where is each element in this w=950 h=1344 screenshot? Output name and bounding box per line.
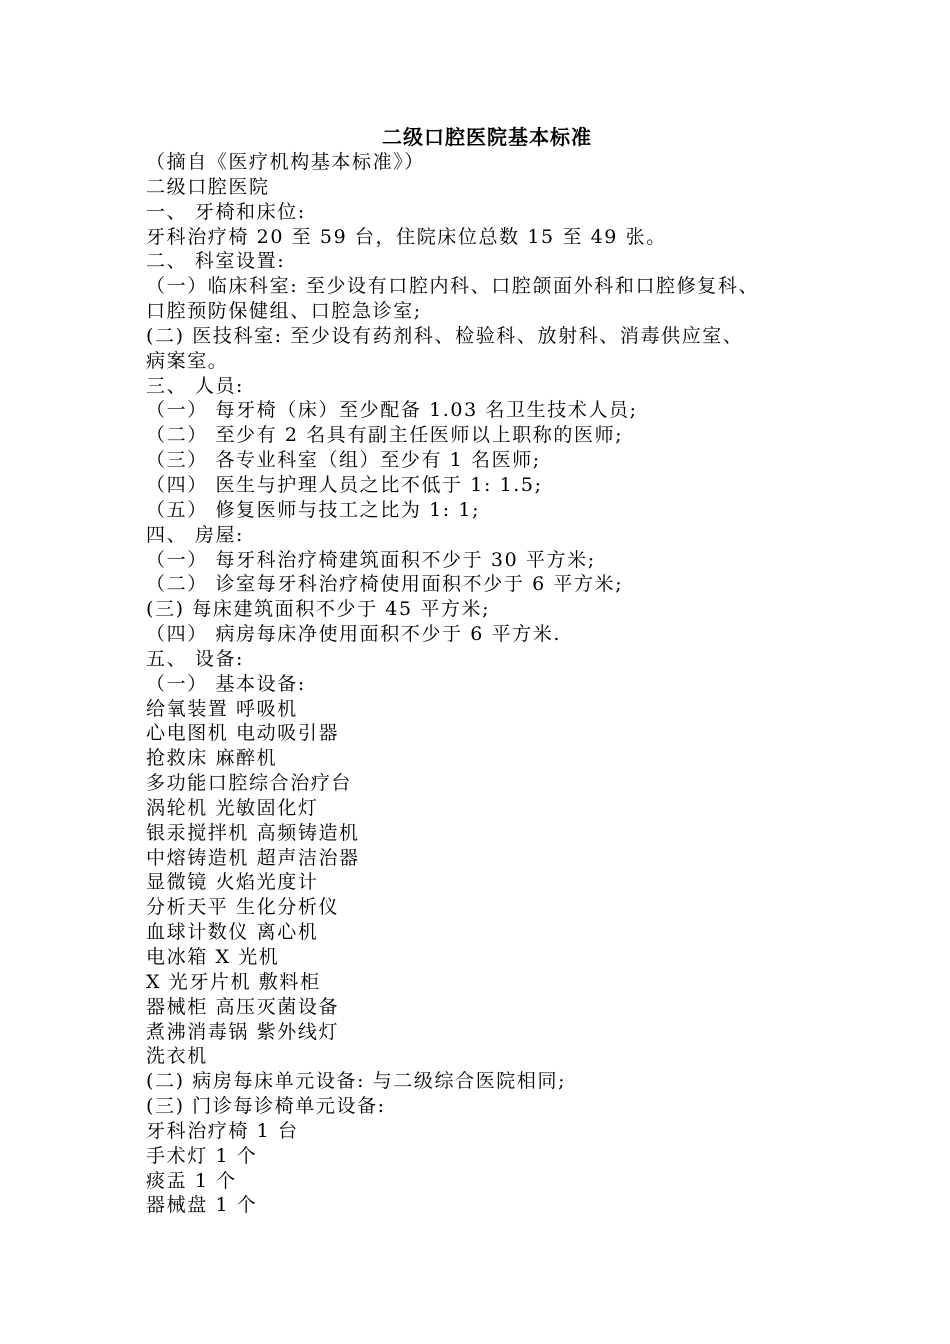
text-line: X 光牙片机 敷料柜 — [146, 970, 321, 993]
text-line: 病案室。 — [146, 349, 229, 372]
text-line: 中熔铸造机 超声洁治器 — [146, 846, 360, 869]
text-line: (三) 门诊每诊椅单元设备: — [146, 1095, 386, 1118]
text-line: (二) 医技科室: 至少设有药剂科、检验科、放射科、消毒供应室、 — [146, 324, 744, 347]
text-line: 银汞搅拌机 高频铸造机 — [146, 821, 360, 844]
text-line: 涡轮机 光敏固化灯 — [146, 796, 319, 819]
text-line: 牙科治疗椅 20 至 59 台，住院床位总数 15 至 49 张。 — [146, 225, 667, 248]
text-line: 牙科治疗椅 1 台 — [146, 1119, 299, 1142]
text-line: 二级口腔医院 — [146, 175, 270, 198]
text-line: 显微镜 火焰光度计 — [146, 871, 319, 894]
text-line: 器械盘 1 个 — [146, 1194, 258, 1217]
text-line: 三、 人员: — [146, 374, 245, 397]
text-line: 电冰箱 X 光机 — [146, 946, 280, 968]
text-line: （二） 至少有 2 名具有副主任医师以上职称的医师; — [146, 424, 624, 447]
text-line: （一） 基本设备: — [146, 672, 306, 695]
text-line: 一、 牙椅和床位: — [146, 200, 306, 223]
text-line: （四） 病房每床净使用面积不少于 6 平方米. — [146, 623, 562, 646]
text-line: （五） 修复医师与技工之比为 1: 1; — [146, 498, 481, 521]
text-line: （四） 医生与护理人员之比不低于 1: 1.5; — [146, 473, 543, 496]
text-line: (三) 每床建筑面积不少于 45 平方米; — [146, 598, 491, 621]
text-line: 血球计数仪 离心机 — [146, 921, 319, 944]
text-line: 煮沸消毒锅 紫外线灯 — [146, 1020, 340, 1043]
text-line: 口腔预防保健组、口腔急诊室; — [146, 300, 422, 323]
text-line: 抢救床 麻醉机 — [146, 747, 278, 770]
text-line: （一） 每牙椅（床）至少配备 1.03 名卫生技术人员; — [146, 399, 638, 422]
text-line: （二） 诊室每牙科治疗椅使用面积不少于 6 平方米; — [146, 573, 624, 596]
document-body — [146, 124, 826, 1218]
text-line: （摘自《医疗机构基本标准》） — [146, 151, 425, 173]
text-line: 二、 科室设置: — [146, 250, 286, 273]
text-line: 分析天平 生化分析仪 — [146, 896, 340, 919]
text-line: 痰盂 1 个 — [146, 1169, 237, 1192]
text-line: 五、 设备: — [146, 647, 245, 670]
text-line: （三） 各专业科室（组）至少有 1 名医师; — [146, 449, 541, 472]
text-line: 给氧装置 呼吸机 — [146, 697, 298, 720]
text-line: （一） 每牙科治疗椅建筑面积不少于 30 平方米; — [146, 548, 596, 571]
text-line: 多功能口腔综合治疗台 — [146, 772, 353, 795]
text-line: 器械柜 高压灭菌设备 — [146, 995, 340, 1018]
text-line: 心电图机 电动吸引器 — [146, 722, 340, 745]
document-lines — [146, 150, 826, 1218]
text-line: 四、 房屋: — [146, 523, 245, 546]
text-line: (二) 病房每床单元设备: 与二级综合医院相同; — [146, 1070, 567, 1093]
text-line: 洗衣机 — [146, 1045, 208, 1068]
text-line: 手术灯 1 个 — [146, 1144, 258, 1167]
document-title: 二级口腔医院基本标准 — [382, 125, 592, 149]
text-line: （一）临床科室: 至少设有口腔内科、口腔颌面外科和口腔修复科、 — [146, 275, 760, 298]
